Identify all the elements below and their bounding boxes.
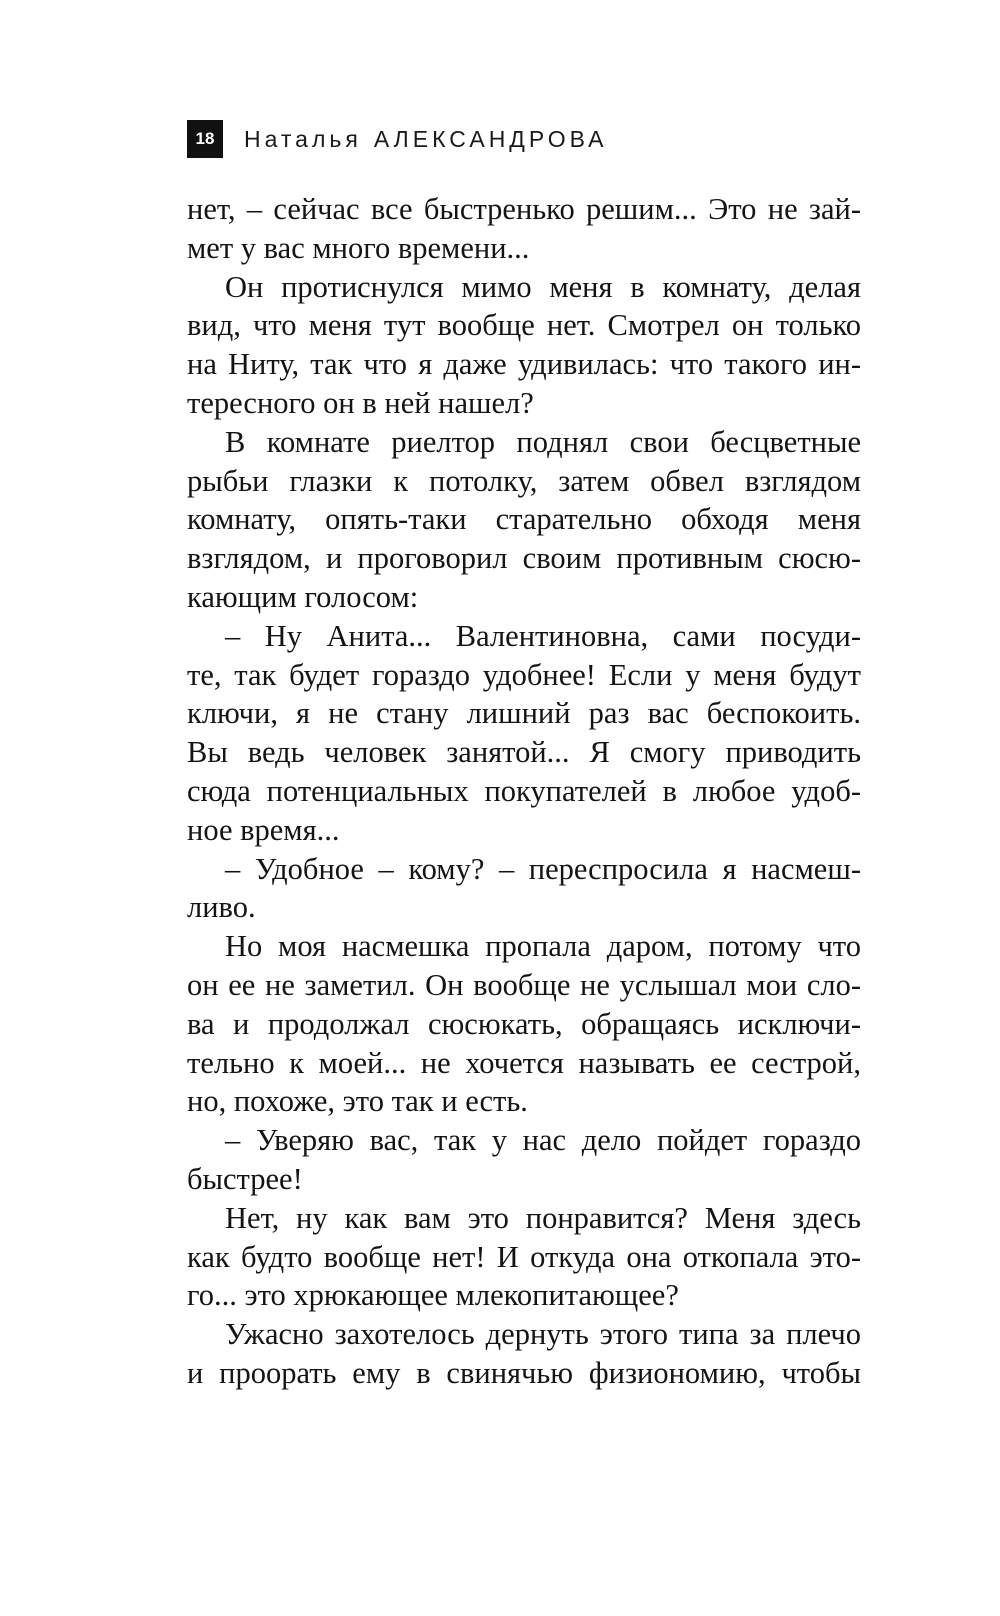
text-line: мет у вас много времени... [187, 230, 530, 265]
text-line: Нет, ну как вам это понравится? Меня здесь [225, 1200, 861, 1235]
text-line: нет, – сейчас все быстренько решим... Это не зай- [187, 192, 861, 226]
text-line: быстрее! [187, 1161, 303, 1196]
text-line: ва и продолжал сюсюкать, обращаясь исключи- [187, 1006, 861, 1041]
author-name [244, 126, 608, 153]
text-line: взглядом, и проговорил своим противным сюсю- [187, 541, 861, 576]
text-line: тересного он в ней нашел? [187, 385, 534, 420]
text-line: он ее не заметил. Он вообще не услышал мои сло- [187, 967, 861, 1002]
text-line: как будто вообще нет! И откуда она откопала это- [187, 1239, 861, 1274]
text-line: В комнате риелтор поднял свои бесцветные [225, 424, 861, 459]
text-line: те, так будет гораздо удобнее! Если у меня будут [187, 657, 861, 692]
text-line: Вы ведь человек занятой... Я смогу приводить [187, 735, 861, 770]
author-last-name: АЛЕКСАНДРОВА [373, 125, 608, 152]
text-line: – Ну Анита... Валентиновна, сами посуди- [225, 618, 861, 653]
text-line: го... это хрюкающее млекопитающее? [187, 1278, 679, 1313]
text-line: Но моя насмешка пропала даром, потому что [225, 929, 861, 964]
text-line: – Уверяю вас, так у нас дело пойдет гораздо [225, 1123, 861, 1158]
text-line: – Удобное – кому? – переспросила я насмеш- [225, 851, 861, 886]
text-line: рыбьи глазки к потолку, затем обвел взглядом [187, 463, 861, 498]
text-line: Ужасно захотелось дернуть этого типа за плечо [225, 1317, 861, 1352]
text-line: вид, что меня тут вообще нет. Смотрел он только [187, 308, 861, 343]
text-line: комнату, опять-таки старательно обходя меня [187, 502, 861, 537]
text-line: и проорать ему в свинячью физиономию, чтобы [187, 1355, 861, 1390]
text-line: но, похоже, это так и есть. [187, 1084, 528, 1119]
page-number: 18 [187, 120, 223, 158]
text-line: ключи, я не стану лишний раз вас беспокоить. [187, 696, 861, 731]
text-line: ливо. [187, 890, 256, 925]
author-first-name: Наталья [244, 125, 362, 152]
body-text [187, 190, 861, 1393]
text-line: сюда потенциальных покупателей в любое удоб- [187, 773, 861, 808]
text-line: Он протиснулся мимо меня в комнату, делая [225, 269, 861, 304]
text-line: ное время... [187, 812, 340, 847]
text-line: тельно к моей... не хочется называть ее сестрой, [187, 1045, 861, 1080]
text-line: на Ниту, так что я даже удивилась: что такого ин- [187, 347, 861, 382]
running-head [187, 120, 608, 158]
text-line: кающим голосом: [187, 579, 419, 614]
